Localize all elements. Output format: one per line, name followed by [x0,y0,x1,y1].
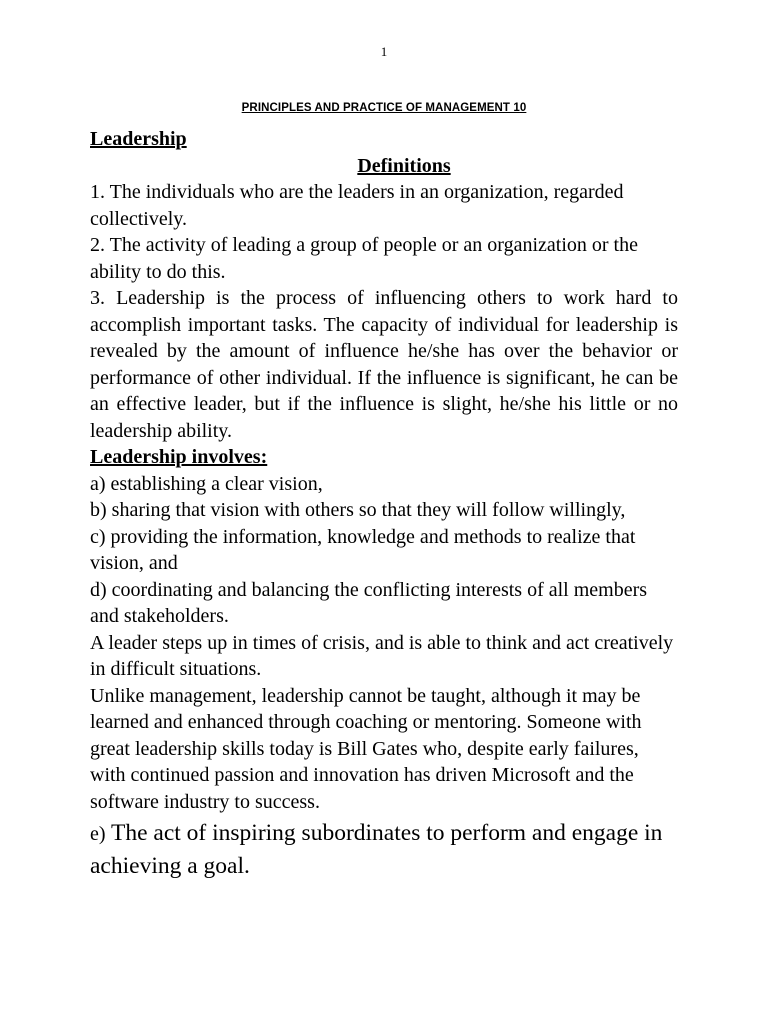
body-paragraph: Unlike management, leadership cannot be taught, although it may be learned and enhanced through coaching or mentoring. Someone with great leadership skills today is Bill Gates who, despite early failures, with continued passion and innovation has driven Microsoft and the software industry to success. [90,684,642,813]
involves-item: a) establishing a clear vision, [90,472,323,495]
involves-item: c) providing the information, knowledge and methods to realize that vision, and [90,525,636,574]
final-definition-item [90,817,678,882]
page-number: 1 [380,44,388,59]
involves-heading: Leadership involves: [90,446,268,468]
involves-item: d) coordinating and balancing the conflicting interests of all members and stakeholders. [90,578,648,627]
definition-item: 1. The individuals who are the leaders in an organization, regarded collectively. [90,181,624,230]
final-item-text: The act of inspiring subordinates to perform and engage in achieving a goal. [90,820,663,879]
body-paragraph: A leader steps up in times of crisis, and is able to think and act creatively in difficult situations. [90,631,674,680]
definition-item: 2. The activity of leading a group of people or an organization or the ability to do this. [90,234,638,283]
document-body [90,126,678,882]
definition-item: 3. Leadership is the process of influencing others to work hard to accomplish important tasks. The capacity of individual for leadership is revealed by the amount of influence he/she has over the behavior or performance of other individual. If the influence is significant, he can be an effective leader, but if the influence is slight, he/she his little or no leadership ability. [90,287,678,442]
section-title: Leadership [90,128,187,150]
running-header: PRINCIPLES AND PRACTICE OF MANAGEMENT 10 [241,102,527,114]
involves-item: b) sharing that vision with others so that they will follow willingly, [90,499,626,521]
final-item-label: e) [90,823,106,845]
definitions-heading: Definitions [357,154,451,177]
